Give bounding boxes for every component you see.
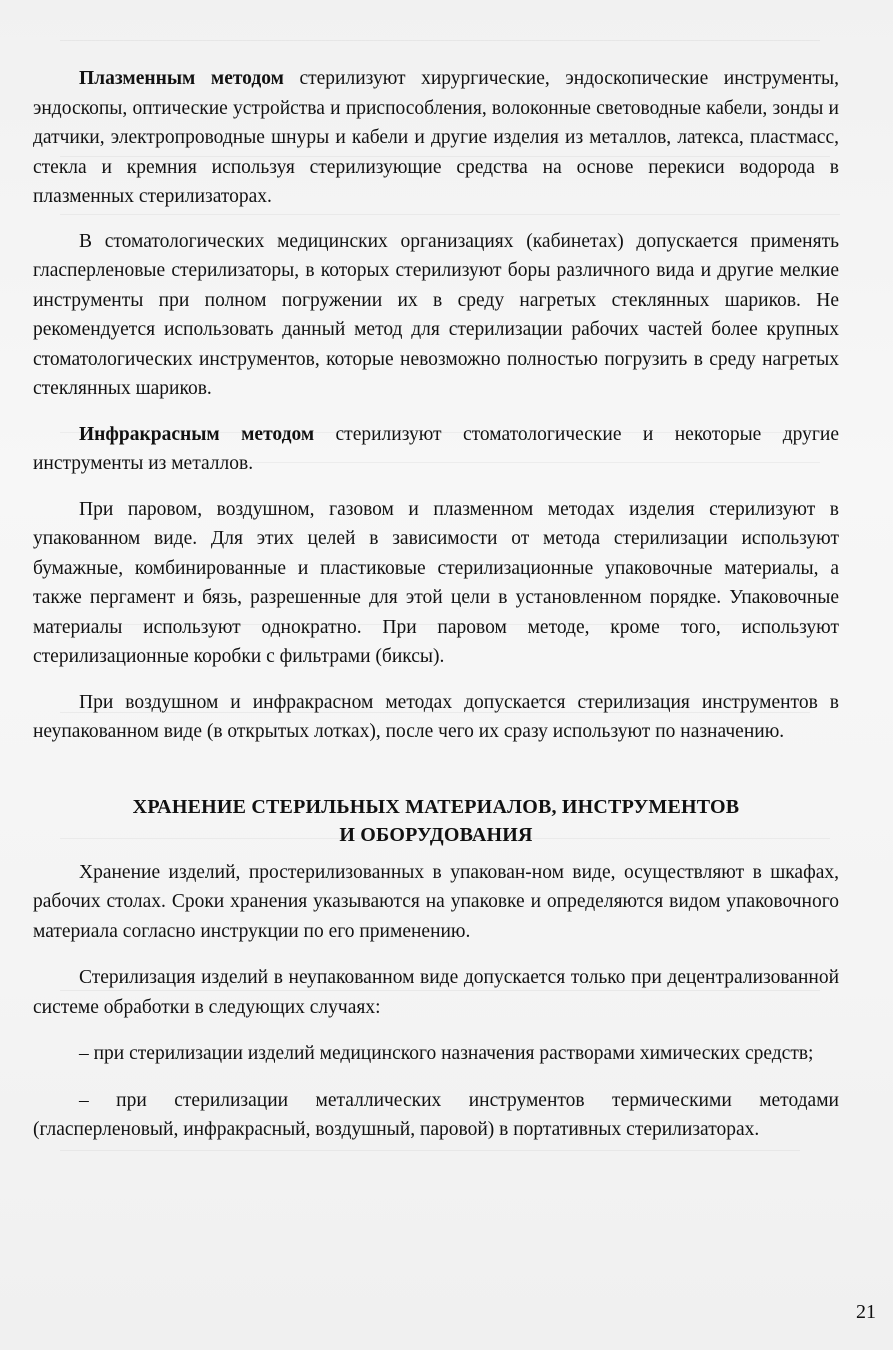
page-content [33, 64, 839, 1145]
list-item-chemical-solutions: – при стерилизации изделий медицинского назначения растворами химических средств; [79, 1043, 814, 1064]
paragraph-storage: Хранение изделий, простерилизованных в упакован-ном виде, осуществляют в шкафах, рабочих столах. Сроки хранения указываются на упаковке и определяются видом упаковочного материала согласно инструкции по его применению. [33, 861, 839, 942]
section-heading [33, 793, 839, 849]
section-heading-line-1: ХРАНЕНИЕ СТЕРИЛЬНЫХ МАТЕРИАЛОВ, ИНСТРУМЕНТОВ [132, 795, 740, 818]
ghost-line [60, 40, 820, 41]
paragraph-glass-bead-sterilizers: В стоматологических медицинских организациях (кабинетах) допускается применять гласперленовые стерилизаторы, в которых стерилизуют боры различного вида и другие мелкие инструменты при полном погружении их в среду нагретых стеклянных шариков. Не рекомендуется использовать данный метод для стерилизации рабочих частей более крупных стоматологических инструментов, которые невозможно полностью погрузить в среду нагретых стеклянных шариков. [33, 230, 839, 399]
paragraph-decentralized-system: Стерилизация изделий в неупакованном виде допускается только при децентрализованной системе обработки в следующих случаях: [33, 967, 839, 1018]
paragraph-infrared-method [33, 420, 839, 479]
paragraph-plasma-method [33, 64, 839, 212]
list-item-thermal-methods: – при стерилизации металлических инструментов термическими методами (гласперленовый, инфракрасный, воздушный, паровой) в портативных стерилизаторах. [33, 1089, 839, 1140]
term-infrared-method: Инфракрасным методом [79, 423, 315, 445]
paragraph-text: стерилизуют хирургические, эндоскопические инструменты, эндоскопы, оптические устройства и приспособления, волоконные световодные кабели, зонды и датчики, электропроводные шнуры и кабели и другие изделия из металлов, латекса, пластмасс, стекла и кремния используя стерилизующие средства на основе перекиси водорода в плазменных стерилизаторах. [33, 68, 839, 207]
paragraph-text: стерилизуют стоматологические и некоторые другие инструменты из металлов. [33, 423, 839, 474]
term-plasma-method: Плазменным методом [79, 68, 284, 89]
paragraph-unpackaged-sterilization: При воздушном и инфракрасном методах допускается стерилизация инструментов в неупакованном виде (в открытых лотках), после чего их сразу используют по назначению. [33, 691, 839, 742]
ghost-line [60, 1150, 800, 1151]
page-number: 21 [856, 1301, 876, 1323]
section-heading-line-2: И ОБОРУДОВАНИЯ [339, 823, 533, 846]
paragraph-packaged-sterilization: При паровом, воздушном, газовом и плазменном методах изделия стерилизуют в упакованном виде. Для этих целей в зависимости от метода стерилизации используют бумажные, комбинированные и пластиковые стерилизационные упаковочные материалы, а также пергамент и бязь, разрешенные для этой цели в установленном порядке. Упаковочные материалы используют однократно. При паровом методе, кроме того, используют стерилизационные коробки с фильтрами (биксы). [33, 498, 839, 667]
